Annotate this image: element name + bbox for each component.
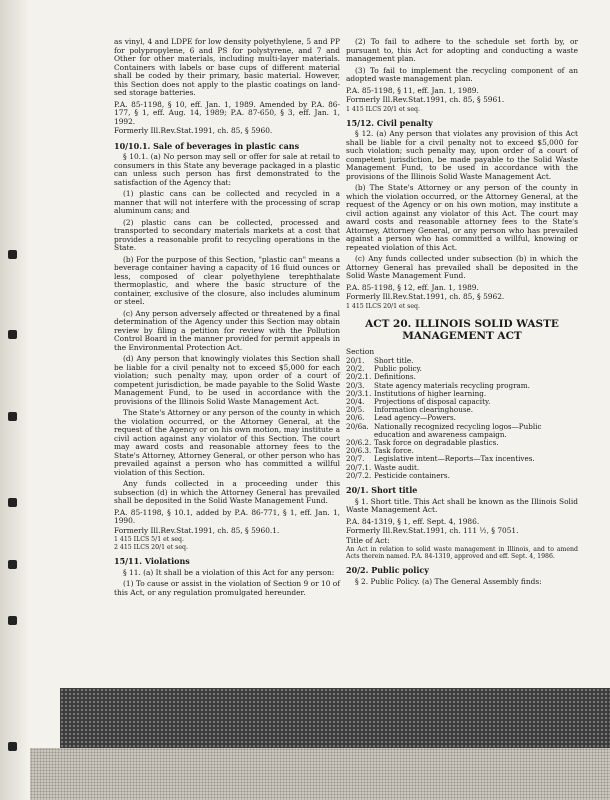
footnote: 1 415 ILCS 5/1 et seq. (114, 536, 184, 543)
toc-title: Institutions of higher learning. (374, 388, 487, 398)
paragraph: (2) To fail to adhere to the schedule set forth by, or pursuant to, this Act for adopting and conducting a waste management plan. (346, 37, 578, 63)
paragraph: Any funds collected in a proceeding under this subsection (d) in which the Attorney General has prevailed shall be deposited in the Solid Waste Management Fund. (114, 479, 340, 505)
table-of-contents (346, 357, 578, 480)
citation: Formerly Ill.Rev.Stat.1991, ch. 85, § 5960. (114, 126, 273, 135)
toc-num: 20/7. (346, 454, 365, 464)
citation: Formerly Ill.Rev.Stat.1991, ch. 111 ½, § 7051. (346, 526, 519, 536)
page-edge (0, 0, 30, 800)
scan-bottom-noise (30, 748, 610, 800)
toc-num: 20/7.2. (346, 470, 372, 480)
paragraph: (c) Any funds collected under subsection (b) in which the Attorney General has prevailed shall be deposited in the Solid Waste Management Fund. (346, 254, 578, 280)
section-heading: 10/10.1. Sale of beverages in plastic cans (114, 140, 300, 151)
title-of-act-label: Title of Act: (346, 535, 390, 545)
toc-title: State agency materials recycling program. (374, 380, 530, 390)
toc-num: 20/6a. (346, 421, 369, 431)
paragraph: The State's Attorney or any person of the county in which the violation occurred, or the Attorney General, at the request of the Agency or on his own motion, may institute a civil action against any violator of this Section. The court may award costs and reasonable attorney fees to the State's Attorney, Attorney General, or other person who has prevailed against a person who has committed a willful violation of this Section. (114, 408, 340, 477)
toc-title: Nationally recognized recycling logos—Public education and awareness campaign. (374, 421, 542, 439)
scan-dark-band (60, 688, 610, 748)
footnote: 1 415 ILCS 20/1 et seq. (346, 105, 420, 113)
toc-header: Section (346, 346, 375, 356)
right-column (346, 38, 578, 589)
footnote: 2 415 ILCS 20/1 et seq. (114, 544, 188, 551)
section-heading: 15/11. Violations (114, 556, 190, 566)
citation: P.A. 85-1198, § 10.1, added by P.A. 86-771, § 1, eff. Jan. 1, 1990. (114, 507, 340, 525)
punch-hole-mark (8, 412, 17, 421)
toc-title: Waste audit. (374, 462, 420, 472)
toc-title: Lead agency—Powers. (374, 413, 456, 423)
toc-title: Information clearinghouse. (374, 405, 474, 415)
toc-num: 20/3. (346, 380, 365, 390)
citation: P.A. 85-1198, § 11, eff. Jan. 1, 1989. (346, 85, 479, 95)
toc-item (346, 472, 578, 480)
toc-title: Pesticide containers. (374, 470, 450, 480)
toc-num: 20/1. (346, 356, 365, 365)
paragraph: § 12. (a) Any person that violates any provision of this Act shall be liable for a civil penalty not to exceed $5,000 for such violation; such penalty may, upon order of a court of competent jurisdiction, be made payable to the Solid Waste Management Fund, to be used in accordance with the provisions of the Illinois Solid Waste Management Act. (346, 129, 578, 181)
section-heading: 15/12. Civil penalty (346, 117, 433, 128)
toc-title: Legislative intent—Reports—Tax incentives. (374, 454, 535, 464)
punch-hole-mark (8, 250, 17, 259)
title-of-act-text: An Act in relation to solid waste management in Illinois, and to amend Acts therein named. P.A. 84-1319, approved and eff. Sept. 4, 1986. (346, 546, 578, 561)
toc-title: Projections of disposal capacity. (374, 397, 491, 407)
toc-title: Short title. (374, 356, 414, 365)
toc-num: 20/3.1. (346, 388, 372, 398)
left-column (114, 38, 340, 600)
citation: Formerly Ill.Rev.Stat.1991, ch. 85, § 5961. (346, 95, 505, 104)
paragraph: (3) To fail to implement the recycling component of an adopted waste management plan. (346, 65, 578, 83)
citation: P.A. 85-1198, § 10, eff. Jan. 1, 1989. Amended by P.A. 86-177, § 1, eff. Aug. 14, 1989; P.A. 87-650, § 3, eff. Jan. 1, 1992. (114, 99, 340, 126)
toc-title: Definitions. (374, 372, 416, 382)
toc-title: Public policy. (374, 364, 422, 374)
toc-item (346, 423, 578, 439)
punch-hole-mark (8, 616, 17, 625)
toc-title: Task force on degradable plastics. (374, 438, 499, 448)
toc-num: 20/5. (346, 405, 365, 415)
toc-num: 20/6.3. (346, 446, 372, 456)
paragraph: § 2. Public Policy. (a) The General Assembly finds: (355, 576, 542, 586)
punch-hole-mark (8, 742, 17, 751)
section-heading: 20/1. Short title (346, 485, 418, 496)
paragraph: (c) Any person adversely affected or threatened by a final determination of the Agency under this Section may obtain review by filing a petition for review with the Pollution Control Board in the manner provided for permit appeals in the Environmental Protection Act. (114, 308, 340, 352)
punch-hole-mark (8, 330, 17, 339)
punch-hole-mark (8, 560, 17, 569)
toc-num: 20/7.1. (346, 462, 372, 472)
punch-hole-mark (8, 498, 17, 507)
citation: P.A. 85-1198, § 12, eff. Jan. 1, 1989. (346, 282, 479, 292)
intro-paragraph: as vinyl, 4 and LDPE for low density polyethylene, 5 and PP for polypropylene, 6 and PS for polystyrene, and 7 and Other for other materials, including multi-layer materials. Containers with labels or base cups of different material shall be coded by their primary, basic material. However, this Section does not apply to the plastic coatings on land-sed storage batteries. (114, 37, 340, 97)
paragraph: (1) plastic cans can be collected and recycled in a manner that will not interfere with the processing of scrap aluminum cans; and (114, 189, 340, 215)
toc-num: 20/4. (346, 397, 365, 407)
paragraph: § 10.1. (a) No person may sell or offer for sale at retail to consumers in this State any beverage packaged in a plastic can unless such person has first demonstrated to the satisfaction of the Agency that: (114, 152, 340, 187)
section-heading: 20/2. Public policy (346, 565, 429, 576)
paragraph: § 1. Short title. This Act shall be known as the Illinois Solid Waste Management Act. (346, 496, 578, 515)
act-title: ACT 20. ILLINOIS SOLID WASTE MANAGEMENT ACT (365, 317, 559, 342)
citation: Formerly Ill.Rev.Stat.1991, ch. 85, § 5960.1. (114, 525, 280, 535)
toc-num: 20/2. (346, 364, 365, 374)
footnote: 1 415 ILCS 20/1 et seq. (346, 302, 420, 310)
citation: Formerly Ill.Rev.Stat.1991, ch. 85, § 5962. (346, 292, 505, 301)
toc-title: Task force. (374, 446, 414, 456)
paragraph: (b) For the purpose of this Section, "plastic can" means a beverage container having a capacity of 16 fluid ounces or less, composed of clear polyethylene terephthalate thermoplastic, and where the basic structure of the container, exclusive of the closure, also includes aluminum or steel. (114, 254, 340, 306)
toc-num: 20/2.1. (346, 372, 372, 382)
citation: P.A. 84-1319, § 1, eff. Sept. 4, 1986. (346, 516, 480, 526)
toc-num: 20/6. (346, 413, 365, 423)
paragraph: (2) plastic cans can be collected, processed and transported to secondary materials markets at a cost that provides a reasonable profit to recycling operations in the State. (114, 217, 340, 252)
paragraph: (d) Any person that knowingly violates this Section shall be liable for a civil penalty not to exceed $5,000 for each violation; such penalty may, upon order of a court of competent jurisdiction, be made payable to the Solid Waste Management Fund, to be used in accordance with the provisions of the Illinois Solid Waste Management Act. (114, 354, 340, 406)
paragraph: (b) The State's Attorney or any person of the county in which the violation occurred, or the Attorney General, at the request of the Agency or on his own motion, may institute a civil action against any violator of this Act. The court may award costs and reasonable attorney fees to the State's Attorney, Attorney General, or any person who has prevailed against a person who has committed a willful, knowing or repeated violation of this Act. (346, 183, 578, 252)
paragraph: (1) To cause or assist in the violation of Section 9 or 10 of this Act, or any regulation promulgated hereunder. (114, 579, 340, 597)
paragraph: § 11. (a) It shall be a violation of this Act for any person: (123, 567, 335, 577)
toc-num: 20/6.2. (346, 438, 372, 448)
